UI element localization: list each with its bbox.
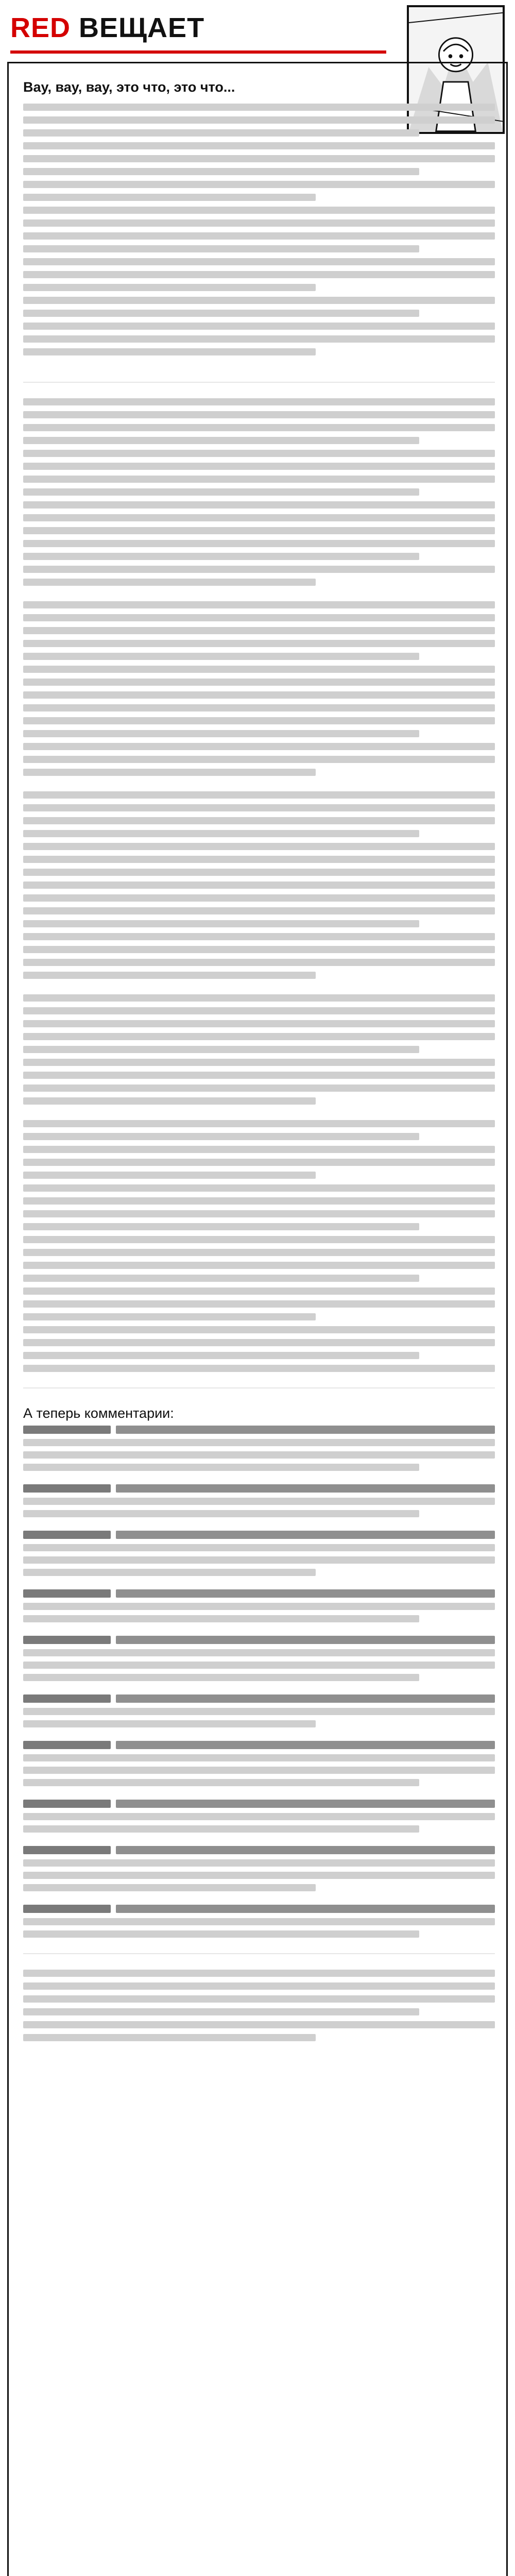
- point-1-block: [23, 398, 495, 586]
- comment-author: [23, 1694, 111, 1703]
- comment-bold-text: [116, 1531, 495, 1539]
- comment-bold-text: [116, 1484, 495, 1493]
- comment-author: [23, 1846, 111, 1854]
- comment-bold-text: [116, 1800, 495, 1808]
- intro-block: [23, 78, 495, 366]
- comment-author: [23, 1741, 111, 1749]
- point-4-block: [23, 994, 495, 1105]
- title-accent: RED: [10, 12, 71, 43]
- comment-bold-text: [116, 1636, 495, 1644]
- comment-bold-text: [116, 1905, 495, 1913]
- comment: [23, 1636, 495, 1681]
- comment: [23, 1846, 495, 1891]
- point-3-block: [23, 791, 495, 979]
- comment: [23, 1589, 495, 1622]
- comments-section: [23, 1404, 495, 1938]
- comment-author: [23, 1426, 111, 1434]
- comment-bold-text: [116, 1694, 495, 1703]
- comment-author: [23, 1531, 111, 1539]
- comment: [23, 1426, 495, 1471]
- comment-bold-text: [116, 1741, 495, 1749]
- comment: [23, 1800, 495, 1833]
- comment-bold-text: [116, 1426, 495, 1434]
- comment: [23, 1741, 495, 1786]
- intro-opening-line: Вау, вау, вау, это что, это что...: [23, 79, 235, 95]
- point-2-block: [23, 601, 495, 776]
- closing-block: [23, 1970, 495, 2041]
- comment-bold-text: [116, 1589, 495, 1598]
- title-main: ВЕЩАЕТ: [79, 12, 205, 43]
- title-bar: [10, 9, 386, 46]
- article-body: [23, 78, 495, 2576]
- points-5-to-10-block: [23, 1120, 495, 1372]
- comment-author: [23, 1905, 111, 1913]
- divider: [23, 382, 495, 383]
- title-underline: [10, 50, 386, 54]
- article-frame: [7, 62, 508, 2576]
- comment: [23, 1484, 495, 1517]
- comment-bold-text: [116, 1846, 495, 1854]
- comment: [23, 1694, 495, 1727]
- comment: [23, 1905, 495, 1938]
- divider: [23, 1953, 495, 1954]
- comments-heading: А теперь комментарии:: [23, 1405, 174, 1421]
- comment-author: [23, 1636, 111, 1644]
- comment-author: [23, 1484, 111, 1493]
- comment: [23, 1531, 495, 1576]
- intro-paragraph: [23, 104, 495, 355]
- divider: [23, 1387, 495, 1388]
- comment-author: [23, 1800, 111, 1808]
- comment-author: [23, 1589, 111, 1598]
